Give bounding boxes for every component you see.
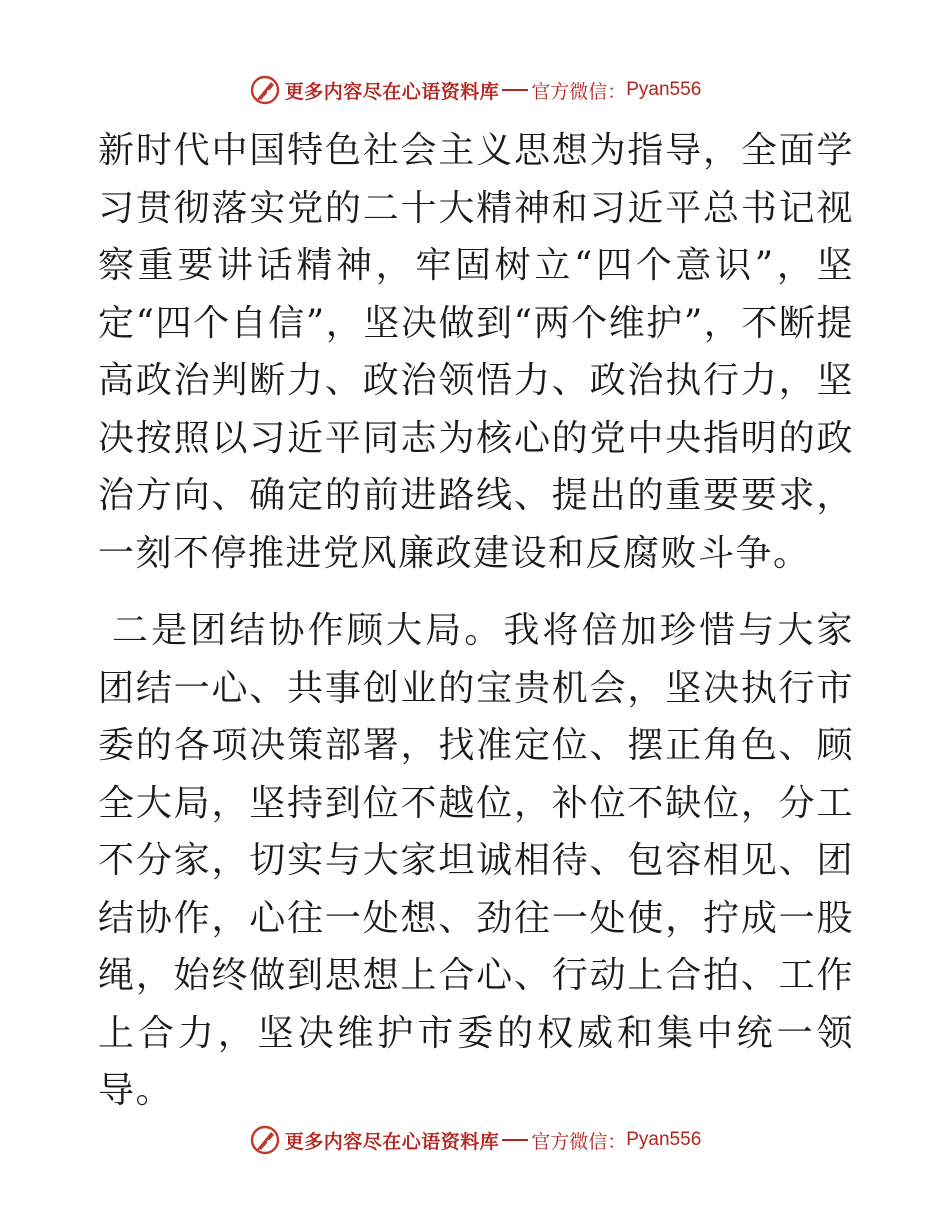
body-paragraph: 新时代中国特色社会主义思想为指导，全面学习贯彻落实党的二十大精神和习近平总书记视察重要讲话精神，牢固树立“四个意识”，坚定“四个自信”，坚决做到“两个维护”，不断提高政治判断力、政治领悟力、政治执行力，坚决按照以习近平同志为核心的党中央指明的政治方向、确定的前进路线、提出的重要要求，一刻不停推进党风廉政建设和反腐败斗争。 xyxy=(98,130,854,574)
watermark-account-id: Pyan556 xyxy=(626,1129,702,1150)
header-watermark-banner xyxy=(0,70,950,110)
watermark-account-id: Pyan556 xyxy=(626,79,702,100)
watermark-dash xyxy=(502,1139,528,1141)
watermark-slogan: 更多内容尽在心语资料库 xyxy=(284,1130,500,1153)
watermark-account-label: 官方微信： xyxy=(531,80,627,103)
quill-pen-logo-icon xyxy=(249,74,281,106)
watermark-dash xyxy=(502,89,528,91)
document-body xyxy=(98,122,854,1120)
footer-watermark-banner xyxy=(0,1120,950,1160)
watermark-slogan: 更多内容尽在心语资料库 xyxy=(284,80,500,103)
quill-pen-logo-icon xyxy=(249,1124,281,1156)
watermark-account-label: 官方微信： xyxy=(531,1130,627,1153)
body-paragraph: 二是团结协作顾大局。我将倍加珍惜与大家团结一心、共事创业的宝贵机会，坚决执行市委的各项决策部署，找准定位、摆正角色、顾全大局，坚持到位不越位，补位不缺位，分工不分家，切实与大家坦诚相待、包容相见、团结协作，心往一处想、劲往一处使，拧成一股绳，始终做到思想上合心、行动上合拍、工作上合力，坚决维护市委的权威和集中统一领导。 xyxy=(98,610,854,1111)
